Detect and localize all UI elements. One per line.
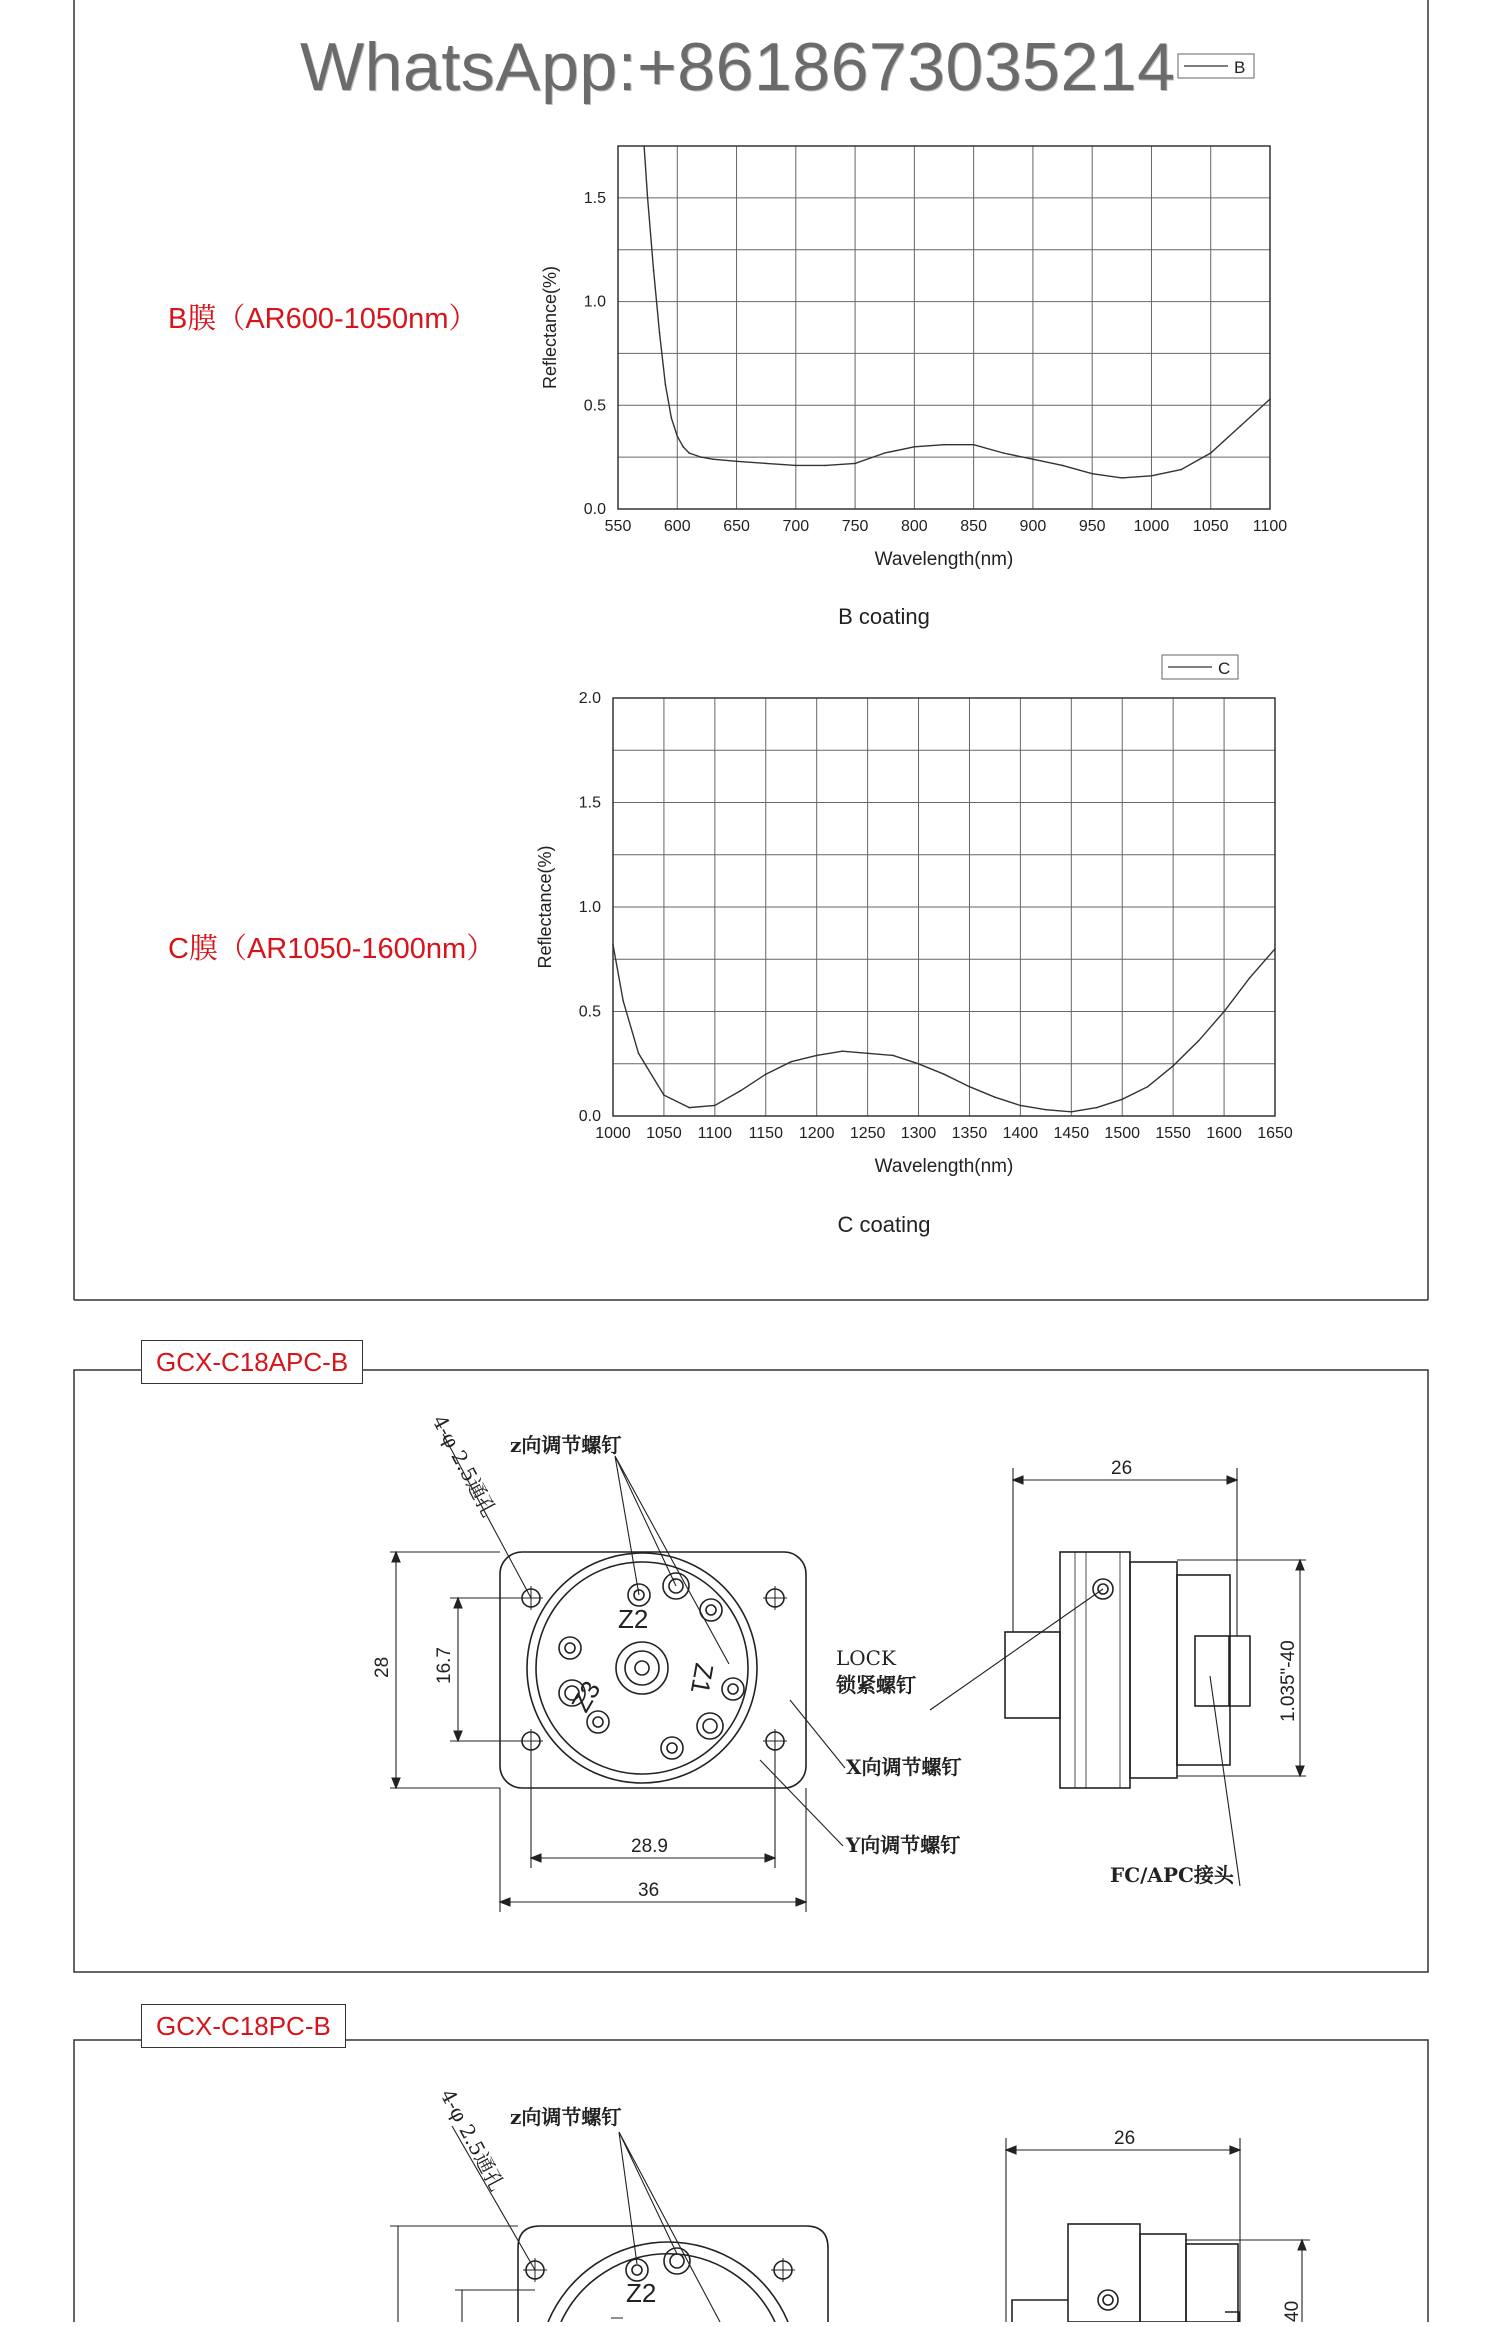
data-point [1045,1109,1047,1111]
chart-title: C coating [837,1212,931,1237]
data-point [795,465,797,467]
data-point [688,452,690,454]
legend-label: B [1234,58,1246,77]
dim-partial-2: 40 [1282,2300,1303,2322]
data-point [892,1055,894,1057]
chart-c-coating [535,655,1293,1237]
data-point [612,944,614,946]
y-axis-label: Reflectance(%) [540,265,560,390]
x-tick-label: 1000 [1133,518,1170,535]
data-point [622,1000,624,1002]
data-point [712,458,714,460]
series-line [644,146,1270,478]
data-point [700,456,702,458]
data-point [1091,473,1093,475]
drawing1-labels [372,1411,1299,1901]
x-tick-label: 1150 [748,1125,783,1142]
data-point [943,1073,945,1075]
model-tag-pc: GCX-C18PC-B [141,2004,346,2048]
data-point [914,446,916,448]
lock-label: LOCK [836,1646,896,1670]
data-point [1269,398,1271,400]
mounting-holes [519,1586,787,1753]
data-point [1274,948,1276,950]
data-point [647,197,649,199]
data-point [765,463,767,465]
dim-28: 28 [372,1656,393,1678]
data-point [663,1094,665,1096]
data-point [671,417,673,419]
data-point [1071,1111,1073,1113]
data-point [841,1050,843,1052]
x-tick-label: 1050 [1192,518,1229,535]
data-point [918,1063,920,1065]
data-point [1198,1040,1200,1042]
drawing2-frame [74,2040,1428,2322]
front-dimension-lines [390,1552,806,1912]
data-point [867,1053,869,1055]
data-point [1240,425,1242,427]
legend [1178,54,1254,78]
dim-thread: 1.035"-40 [1278,1640,1299,1722]
x-tick-label: 1100 [1252,518,1288,535]
plot-border [618,146,1270,509]
mark-z1: Z1 [684,1660,720,1697]
x-tick-label: 1550 [1155,1125,1191,1142]
y-screw-label: Y向调节螺钉 [846,1833,961,1857]
data-point [765,1073,767,1075]
y-tick-label: 0.5 [583,397,606,415]
x-screw-label: X向调节螺钉 [846,1755,962,1779]
drawing2-labels [436,2085,1303,2322]
x-tick-label: 1000 [595,1125,631,1142]
side-view [1005,1552,1250,1788]
x-tick-label: 1500 [1104,1125,1141,1142]
x-tick-label: 1450 [1053,1125,1090,1142]
data-point [1062,465,1064,467]
legend [1162,655,1238,679]
series-line [613,945,1275,1112]
y-tick-label: 1.0 [578,899,601,916]
y-tick-label: 1.5 [578,794,601,812]
chart-b-coating [540,54,1287,629]
data-point [1249,977,1251,979]
y-axis-label: Reflectance(%) [535,845,555,969]
b-coating-label: B膜（AR600-1050nm） [168,303,478,335]
x-tick-label: 900 [1019,518,1047,535]
mark-z3: Z3 [565,1675,607,1717]
x-tick-label: 1400 [1002,1125,1039,1142]
data-point [1151,475,1153,477]
x-axis-label: Wavelength(nm) [874,1156,1014,1177]
data-point [1180,469,1182,471]
x-tick-label: 1050 [646,1125,682,1142]
front-view-plate [500,1552,806,1788]
data-point [638,1053,640,1055]
data-point [740,1090,742,1092]
holes-note: 4-φ 2.5通孔 [427,1411,502,1521]
x-tick-label: 600 [663,518,691,535]
data-point [1121,477,1123,479]
chart-title: B coating [838,604,930,629]
data-point [665,384,667,386]
x-tick-label: 1200 [798,1125,835,1142]
data-point [884,452,886,454]
y-tick-label: 0.5 [578,1003,601,1021]
data-point [973,444,975,446]
data-point [1210,452,1212,454]
legend-label: C [1218,659,1231,678]
dim-16-7: 16.7 [434,1647,455,1684]
mark-z2: Z2 [618,1604,649,1634]
data-point [682,446,684,448]
data-point [736,460,738,462]
data-point [1121,1098,1123,1100]
x-tick-label: 1250 [849,1125,886,1142]
z-screw-label-2: z向调节螺钉 [510,2105,622,2129]
x-axis-label: Wavelength(nm) [874,549,1014,570]
data-point [689,1107,691,1109]
x-tick-label: 1600 [1206,1125,1242,1142]
data-point [969,1086,971,1088]
x-tick-label: 950 [1078,518,1106,535]
holes-note-2: 4-φ 2.5通孔 [435,2085,510,2195]
c-coating-label: C膜（AR1050-1600nm） [168,933,496,965]
y-tick-label: 0.0 [578,1108,601,1125]
x-tick-label: 800 [901,518,928,535]
coating-charts-frame [74,0,1428,1300]
whatsapp-watermark: WhatsApp:+8618673035214 [300,29,1176,105]
data-point [653,270,655,272]
mark-z2-2: Z2 [626,2278,657,2308]
data-point [714,1105,716,1107]
data-point [1032,458,1034,460]
data-point [1147,1086,1149,1088]
data-point [943,444,945,446]
data-point [1223,1011,1225,1013]
y-tick-label: 0.0 [583,501,606,518]
x-tick-label: 1350 [951,1125,988,1142]
data-point [1002,452,1004,454]
model-tag-apc: GCX-C18APC-B [141,1340,363,1384]
z-screw-label: z向调节螺钉 [510,1433,622,1457]
lock-screw-label: 锁紧螺钉 [836,1673,916,1697]
data-point [994,1096,996,1098]
dim-26-2: 26 [1114,2128,1136,2149]
x-tick-label: 1300 [900,1125,937,1142]
data-point [643,145,645,147]
data-point [1096,1107,1098,1109]
x-tick-label: 700 [782,518,810,535]
x-tick-label: 1100 [697,1125,733,1142]
x-tick-label: 1650 [1257,1125,1293,1142]
data-point [816,1055,818,1057]
data-point [676,436,678,438]
data-point [854,463,856,465]
dim-26: 26 [1111,1458,1133,1479]
x-tick-label: 850 [960,518,987,535]
data-point [790,1061,792,1063]
front-leader-lines [443,1434,845,1846]
x-tick-label: 650 [723,518,750,535]
data-point [1020,1105,1022,1107]
data-point [659,332,661,334]
fc-connector-label: FC/APC接头 [1110,1863,1234,1887]
x-tick-label: 750 [841,518,869,535]
x-tick-label: 550 [604,518,632,535]
y-tick-label: 2.0 [578,690,601,707]
data-point [825,465,827,467]
dim-36: 36 [638,1880,660,1901]
dim-28-9: 28.9 [631,1836,668,1857]
drawing2-technical-drawing [390,2126,1310,2322]
y-tick-label: 1.5 [583,189,606,207]
y-tick-label: 1.0 [583,293,606,311]
data-point [1172,1065,1174,1067]
